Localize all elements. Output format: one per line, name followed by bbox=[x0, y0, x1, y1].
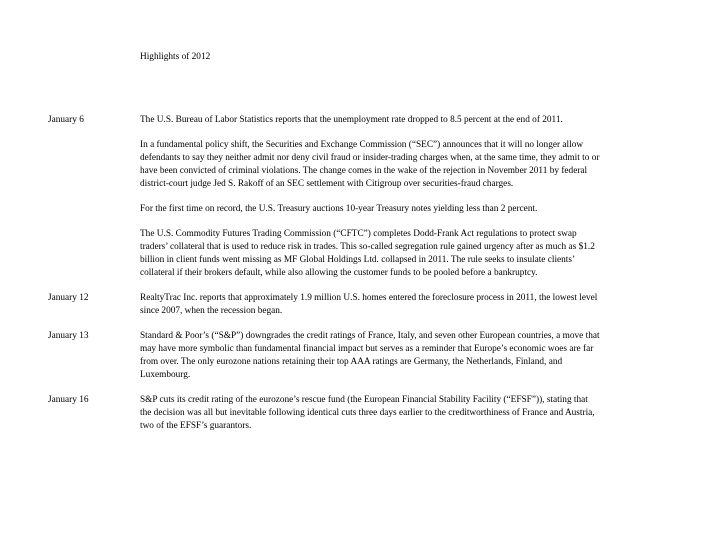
page-title: Highlights of 2012 bbox=[140, 52, 211, 62]
entry-paragraph: The U.S. Bureau of Labor Statistics reports that the unemployment rate dropped to 8.5 percent at the end of 2011. bbox=[140, 115, 563, 125]
entry-body bbox=[140, 330, 600, 382]
entry-date: January 13 bbox=[48, 331, 89, 341]
timeline-entries bbox=[48, 114, 668, 445]
entry-paragraph: Standard & Poor’s (“S&P”) downgrades the credit ratings of France, Italy, and seven other European countries, a move that may have more symbolic than fundamental financial impact but serves as a reminder that Europe’s economic woes are far from over. The only eurozone nations retaining their top AAA ratings are Germany, the Netherlands, Finland, and Luxembourg. bbox=[140, 331, 600, 380]
entry-date: January 6 bbox=[48, 115, 84, 125]
entry-date: January 16 bbox=[48, 395, 89, 405]
entry-date: January 12 bbox=[48, 293, 89, 303]
entry-paragraph: S&P cuts its credit rating of the eurozone’s rescue fund (the European Financial Stability Facility (“EFSF”)), stating that the decision was all but inevitable following identical cuts three days earlier to the creditworthiness of France and Austria, two of the EFSF’s guarantors. bbox=[140, 395, 595, 431]
entry-paragraph: The U.S. Commodity Futures Trading Commission (“CFTC”) completes Dodd-Frank Act regulations to protect swap traders’ collateral that is used to reduce risk in trades. This so-called segregation rule gained urgency after as much as $1.2 billion in client funds went missing as MF Global Holdings Ltd. collapsed in 2011. The rule seeks to insulate clients’ collateral if their brokers default, while also allowing the customer funds to be pooled before a bankruptcy. bbox=[140, 229, 595, 278]
timeline-entry bbox=[48, 292, 668, 318]
timeline-entry bbox=[48, 330, 668, 382]
entry-paragraph: RealtyTrac Inc. reports that approximately 1.9 million U.S. homes entered the foreclosure process in 2011, the lowest level since 2007, when the recession began. bbox=[140, 293, 598, 316]
timeline-entry bbox=[48, 114, 668, 280]
entry-body bbox=[140, 292, 600, 318]
entry-paragraph: For the first time on record, the U.S. Treasury auctions 10-year Treasury notes yielding less than 2 percent. bbox=[140, 204, 538, 214]
timeline-entry bbox=[48, 394, 668, 433]
entry-body bbox=[140, 394, 600, 433]
entry-paragraph: In a fundamental policy shift, the Securities and Exchange Commission (“SEC”) announces that it will no longer allow defendants to say they neither admit nor deny civil fraud or insider-trading charges when, at the same time, they admit to or have been convicted of criminal violations. The change comes in the wake of the rejection in November 2011 by federal district-court judge Jed S. Rakoff of an SEC settlement with Citigroup over securities-fraud charges. bbox=[140, 140, 600, 189]
entry-body bbox=[140, 114, 600, 280]
